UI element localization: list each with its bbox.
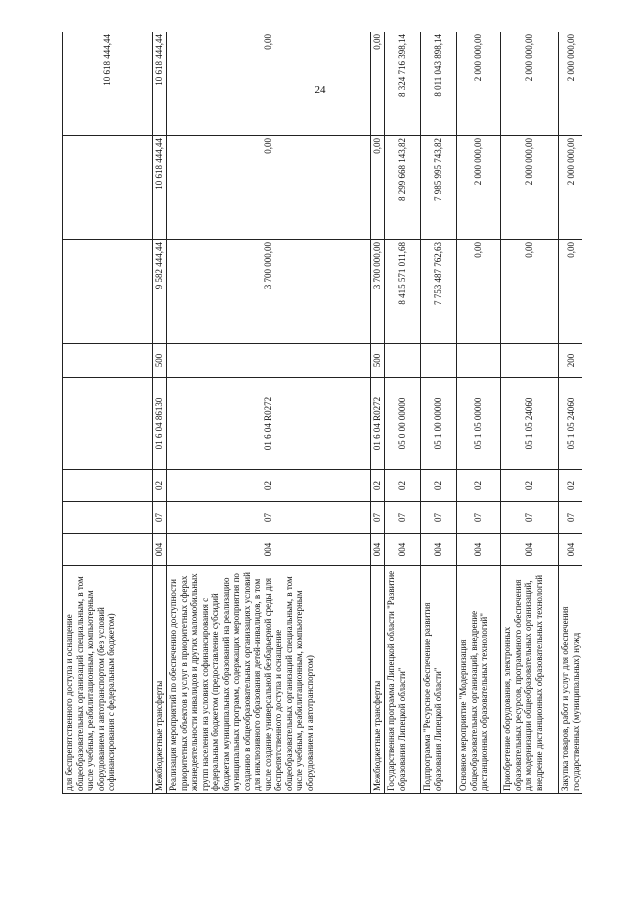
- section-code: 07: [385, 502, 421, 534]
- budget-table: [62, 32, 582, 794]
- amount-year-1: 0,00: [457, 240, 501, 344]
- subsection-code: 02: [457, 470, 501, 502]
- table-row: [371, 32, 385, 794]
- amount-year-2: 10 618 444,44: [153, 136, 167, 240]
- budget-table-page: [62, 32, 582, 794]
- amount-year-1: 3 700 000,00: [167, 240, 371, 344]
- subsection-code: 02: [153, 470, 167, 502]
- table-row: [167, 32, 371, 794]
- page-number: 24: [314, 84, 326, 96]
- amount-year-3: 10 618 444,44: [153, 32, 167, 136]
- expense-type-code: 500: [371, 344, 385, 378]
- section-code: 07: [559, 502, 583, 534]
- target-article-code: 01 6 04 R0272: [167, 378, 371, 470]
- amount-year-3: 8 324 716 398,14: [385, 32, 421, 136]
- table-row: [559, 32, 583, 794]
- section-code: 07: [153, 502, 167, 534]
- amount-year-1: 8 415 571 011,68: [385, 240, 421, 344]
- section-code: 07: [371, 502, 385, 534]
- subsection-code: 02: [385, 470, 421, 502]
- amount-year-3: 10 618 444,44: [63, 32, 153, 136]
- row-name: Подпрограмма "Ресурсное обеспечение развития образования Липецкой области": [421, 566, 457, 794]
- table-row: [385, 32, 421, 794]
- subsection-code: [63, 470, 153, 502]
- grbs-code: 004: [385, 534, 421, 566]
- section-code: 07: [457, 502, 501, 534]
- amount-year-1: 3 700 000,00: [371, 240, 385, 344]
- amount-year-1: 0,00: [501, 240, 559, 344]
- grbs-code: [63, 534, 153, 566]
- amount-year-3: 0,00: [371, 32, 385, 136]
- target-article-code: [63, 378, 153, 470]
- table-row: [457, 32, 501, 794]
- amount-year-2: 0,00: [167, 136, 371, 240]
- amount-year-1: [63, 240, 153, 344]
- amount-year-3: 2 000 000,00: [501, 32, 559, 136]
- target-article-code: 05 0 00 00000: [385, 378, 421, 470]
- grbs-code: 004: [153, 534, 167, 566]
- grbs-code: 004: [421, 534, 457, 566]
- row-name: Реализация мероприятий по обеспечению доступности приоритетных объектов и услуг в приоритетных сферах жизнедеятельности инвалидов и других маломобильных групп населения на условиях софинансирования с федеральным бюджетом (предоставление субсидий бюджетам муниципальных образований на реализацию муниципальных программ, содержащих мероприятия по созданию в общеобразовательных организациях условий для инклюзивного образования детей-инвалидов, в том числе создание универсальной безбарьерной среды для беспрепятственного доступа и оснащение общеобразовательных организаций специальным, в том числе учебным, реабилитационным, компьютерным оборудованием и автотранспортом): [167, 566, 371, 794]
- amount-year-2: 8 299 668 143,82: [385, 136, 421, 240]
- table-row: [421, 32, 457, 794]
- expense-type-code: [421, 344, 457, 378]
- target-article-code: 05 1 00 00000: [421, 378, 457, 470]
- grbs-code: 004: [559, 534, 583, 566]
- table-row: [501, 32, 559, 794]
- grbs-code: 004: [457, 534, 501, 566]
- grbs-code: 004: [371, 534, 385, 566]
- amount-year-1: 9 582 444,44: [153, 240, 167, 344]
- row-name: Межбюджетные трансферты: [153, 566, 167, 794]
- row-name: Межбюджетные трансферты: [371, 566, 385, 794]
- row-name: Приобретение оборудования, электронных образовательных ресурсов, программного обеспечения для модернизации общеобразовательных организаций, внедрение дистанционных образовательных технологий: [501, 566, 559, 794]
- amount-year-2: 2 000 000,00: [559, 136, 583, 240]
- subsection-code: 02: [501, 470, 559, 502]
- row-name: Основное мероприятие "Модернизация общеобразовательных организаций, внедрение дистанционных образовательных технологий": [457, 566, 501, 794]
- subsection-code: 02: [371, 470, 385, 502]
- amount-year-2: 7 985 995 743,82: [421, 136, 457, 240]
- amount-year-3: 8 011 043 898,14: [421, 32, 457, 136]
- expense-type-code: [385, 344, 421, 378]
- grbs-code: 004: [501, 534, 559, 566]
- expense-type-code: [501, 344, 559, 378]
- amount-year-1: 0,00: [559, 240, 583, 344]
- amount-year-2: 2 000 000,00: [501, 136, 559, 240]
- target-article-code: 01 6 04 86130: [153, 378, 167, 470]
- rotated-content: [62, 32, 582, 794]
- section-code: 07: [501, 502, 559, 534]
- table-row: [153, 32, 167, 794]
- amount-year-3: 2 000 000,00: [457, 32, 501, 136]
- target-article-code: 05 1 05 24060: [501, 378, 559, 470]
- table-row: [63, 32, 153, 794]
- amount-year-2: 2 000 000,00: [457, 136, 501, 240]
- expense-type-code: 500: [153, 344, 167, 378]
- amount-year-2: [63, 136, 153, 240]
- expense-type-code: 200: [559, 344, 583, 378]
- amount-year-3: 0,00: [167, 32, 371, 136]
- row-name: Закупка товаров, работ и услуг для обеспечения государственных (муниципальных) нужд: [559, 566, 583, 794]
- expense-type-code: [457, 344, 501, 378]
- amount-year-1: 7 753 487 762,63: [421, 240, 457, 344]
- subsection-code: 02: [559, 470, 583, 502]
- section-code: [63, 502, 153, 534]
- row-name: для беспрепятственного доступа и оснащение общеобразовательных организаций специальным, в том числе учебным, реабилитационным, компьютерным оборудованием и автотранспортом (без условий софинансирования с федеральным бюджетом): [63, 566, 153, 794]
- target-article-code: 05 1 05 00000: [457, 378, 501, 470]
- target-article-code: 05 1 05 24060: [559, 378, 583, 470]
- subsection-code: 02: [167, 470, 371, 502]
- section-code: 07: [167, 502, 371, 534]
- amount-year-3: 2 000 000,00: [559, 32, 583, 136]
- target-article-code: 01 6 04 R0272: [371, 378, 385, 470]
- row-name: Государственная программа Липецкой области "Развитие образования Липецкой области": [385, 566, 421, 794]
- expense-type-code: [167, 344, 371, 378]
- grbs-code: 004: [167, 534, 371, 566]
- budget-table-body: [63, 32, 583, 794]
- expense-type-code: [63, 344, 153, 378]
- subsection-code: 02: [421, 470, 457, 502]
- section-code: 07: [421, 502, 457, 534]
- amount-year-2: 0,00: [371, 136, 385, 240]
